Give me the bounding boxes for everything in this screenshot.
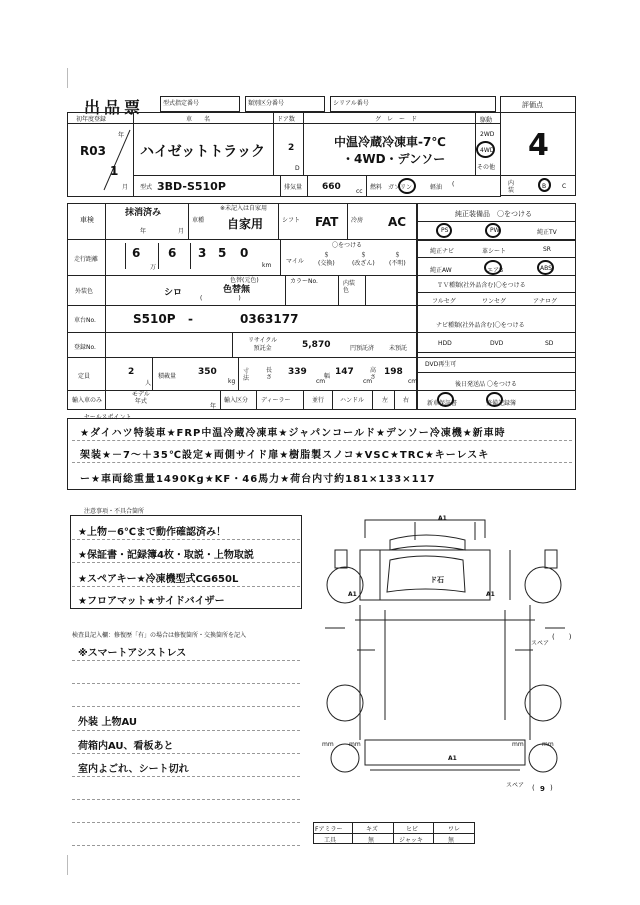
- grade-line2: ・4WD・デンソー: [342, 152, 446, 166]
- length-cm: cm: [316, 378, 326, 385]
- handle-right: 右: [403, 397, 410, 404]
- r3-v-mb3: [190, 243, 191, 269]
- mm-left-1: mm: [322, 741, 334, 748]
- interior-b-circle: [538, 178, 551, 192]
- length-label: 長 さ: [266, 367, 273, 381]
- records-circle: [486, 392, 503, 407]
- disp-value: 660: [322, 182, 341, 192]
- handle-label: ハンドル: [340, 397, 365, 404]
- width-cm: cm: [363, 378, 373, 385]
- score-interior-line: [500, 175, 576, 176]
- r3-v-mb2: [158, 243, 159, 269]
- r2-v2: [188, 203, 189, 239]
- jack-val: 無: [448, 837, 455, 844]
- r2-v3: [278, 203, 279, 239]
- parallel-label: 並行: [312, 397, 325, 404]
- equip-pw: PW: [490, 227, 500, 234]
- r6-line: [67, 357, 576, 358]
- first-reg-slash: [100, 126, 133, 194]
- insp-d8: [72, 822, 300, 823]
- recycle-unpaid: 未預託: [389, 345, 408, 352]
- equip-r3-line: [417, 257, 576, 258]
- sales-dash-2: [72, 462, 572, 463]
- circle-note: 〇をつける: [332, 242, 363, 249]
- mm-right-2: mm: [542, 741, 554, 748]
- equip-tv: 純正TV: [537, 229, 557, 236]
- r4-v4: [365, 275, 366, 305]
- r8-v2: [256, 390, 257, 410]
- tools-v1: [352, 822, 353, 844]
- left-margin-line-bottom: [67, 855, 68, 875]
- height-cm: cm: [408, 378, 418, 385]
- insp-d3: [72, 706, 300, 707]
- navi-line: [417, 332, 576, 333]
- tv-title: ＴＶ種類(社外品含む)〇をつける: [437, 282, 526, 289]
- equip-title: 純正装備品 〇をつける: [455, 210, 532, 218]
- r4-line: [67, 305, 576, 306]
- tools-mirror: Fアミラー: [315, 826, 343, 833]
- interior-b: B: [542, 183, 547, 190]
- r8-v6: [394, 390, 395, 410]
- tv-line: [417, 292, 576, 293]
- notes-label: 注意事項・不具合箇所: [84, 508, 145, 515]
- serial-label: シリアル番号: [333, 100, 369, 107]
- navi-title: ナビ種類(社外品含む)〇をつける: [436, 322, 525, 329]
- warranty-circle: [437, 392, 454, 407]
- first-reg-era: R03: [80, 144, 106, 158]
- tools-v2: [393, 822, 394, 844]
- capacity-unit: 人: [145, 380, 152, 387]
- load-unit: kg: [228, 378, 236, 385]
- first-reg-month: 1: [110, 164, 119, 178]
- spare-paren-1: ( ): [552, 633, 572, 641]
- handle-left: 左: [382, 397, 389, 404]
- r3-v-mb1: [125, 243, 126, 269]
- drive-4wd-circle: [476, 141, 495, 158]
- vehicle-damage-diagram: [305, 510, 585, 810]
- capacity-value: 2: [128, 367, 135, 377]
- length-value: 339: [288, 367, 307, 377]
- ac-label: 冷房: [351, 217, 364, 224]
- tools-scratch: キズ: [366, 826, 378, 833]
- mm-left-2: mm: [349, 741, 361, 748]
- r8-v4: [332, 390, 333, 410]
- row1-v3: [303, 112, 304, 175]
- color-no-label: カラーNo.: [290, 278, 318, 285]
- r3-v2: [280, 239, 281, 275]
- r2-v1: [105, 203, 106, 410]
- sales-line-3: ー★車両総重量1490Kg★KF・46馬力★荷台内寸約181×133×117: [80, 474, 436, 485]
- import-type-label: 輸入区分: [224, 397, 249, 404]
- dvd-play: DVD再生可: [425, 361, 457, 368]
- note-3: ★スペアキー★冷凍機型式CG650L: [78, 574, 239, 585]
- load-value: 350: [198, 367, 217, 377]
- mileage-d3: 3: [198, 246, 207, 260]
- mileage-man: 万: [150, 264, 157, 271]
- usage-label: 車種: [192, 217, 205, 224]
- insp-d1: [72, 660, 300, 661]
- equip-leather: 革シート: [482, 248, 507, 255]
- usage-note: ※未記入は自家用: [220, 205, 268, 212]
- model-cert-box: [160, 96, 240, 112]
- r2-v4: [347, 203, 348, 239]
- model-label: 型式: [140, 184, 153, 191]
- r8-v3: [303, 390, 304, 410]
- mileage-d4: 5: [218, 246, 227, 260]
- inspector-ext: 外装 上物AU: [78, 717, 138, 728]
- score-label: 評価点: [522, 101, 543, 109]
- grade-line1: 中温冷蔵冷凍車-7℃: [334, 135, 446, 149]
- shift-value: FAT: [315, 215, 339, 229]
- r6-v1: [232, 332, 233, 357]
- inspector-interior: 室内よごれ、シート切れ: [78, 764, 189, 775]
- tools-val: 無: [368, 837, 375, 844]
- spare-paren-close: ): [550, 784, 553, 792]
- load-label: 積載量: [158, 373, 177, 380]
- note-1: ★上物－6℃まで動作確認済み！: [78, 527, 227, 538]
- replace-label: ＄ (交換): [318, 252, 335, 267]
- row1-v7: [366, 175, 367, 197]
- dim-label: 寸 法: [243, 368, 250, 382]
- class-no-box: [245, 96, 325, 112]
- sales-dash-1: [72, 440, 572, 441]
- docs-top-line: [417, 372, 576, 373]
- equip-airbag-circle: [484, 260, 502, 275]
- equip-r2-line: [417, 240, 576, 241]
- note-dash-1: [72, 539, 300, 540]
- insp-d9: [72, 845, 300, 846]
- frame-label: 車台No.: [74, 317, 96, 324]
- score-value: 4: [528, 128, 549, 163]
- docs-title: 後日発送品 〇をつける: [455, 381, 517, 388]
- mile-label: マイル: [286, 258, 304, 265]
- month-suffix: 月: [122, 184, 129, 191]
- fuel-label: 燃料: [370, 184, 383, 191]
- usage-value: 自家用: [227, 217, 264, 231]
- row1-v1: [133, 112, 134, 197]
- r8-v5: [372, 390, 373, 410]
- diagram-a1-bottom: A1: [448, 755, 457, 762]
- shaken-month: 月: [178, 228, 185, 235]
- inspector-smart: ※スマートアシストレス: [78, 648, 187, 659]
- r4-v2: [285, 275, 286, 305]
- tools-dent: ワレ: [448, 826, 461, 833]
- r8-v1: [220, 390, 221, 410]
- doors-suffix: D: [295, 165, 300, 172]
- car-name-label: 車 名: [186, 116, 211, 123]
- inspector-bed: 荷箱内AU、看板あと: [78, 741, 174, 752]
- r4-v3: [338, 275, 339, 305]
- fuel-gas: ガソリン: [388, 184, 413, 191]
- row1-v5: [280, 175, 281, 197]
- car-name: ハイゼットトラック: [140, 144, 266, 160]
- mileage-d2: 6: [168, 246, 177, 260]
- ac-value: AC: [388, 215, 407, 229]
- interior-c: C: [562, 183, 567, 190]
- fuel-paren: (: [452, 181, 455, 188]
- color-orig-label: 色替(元色): [230, 277, 259, 284]
- r3-line: [67, 275, 576, 276]
- diagram-a1-right: A1: [486, 591, 495, 598]
- equip-navi: 純正ナビ: [430, 248, 455, 255]
- shaken-year: 年: [140, 228, 147, 235]
- drive-2wd: 2WD: [480, 131, 495, 138]
- tv-analog: アナログ: [533, 298, 558, 305]
- tools-mid: [313, 833, 475, 834]
- spare-paren-open: (: [532, 784, 535, 792]
- note-dash-2: [72, 562, 300, 563]
- diagram-a1-top: A1: [438, 515, 447, 522]
- class-no-label: 類別区分番号: [248, 100, 285, 107]
- sales-label: セールスポイント: [84, 414, 132, 421]
- new-warranty: 新車保証書: [427, 400, 458, 407]
- equip-abs-circle: [537, 260, 554, 275]
- diagram-a1-left: A1: [348, 591, 357, 598]
- recycle-label: リサイクル 預託金: [248, 337, 278, 352]
- insp-d5: [72, 753, 300, 754]
- color-value: シロ: [164, 288, 183, 298]
- equip-ps-circle: [436, 223, 452, 238]
- row1-v6: [307, 175, 308, 197]
- tamper-label: ＄ (改ざん): [352, 252, 375, 267]
- tv-oneseg: ワンセグ: [482, 298, 507, 305]
- navi-hdd: HDD: [438, 340, 452, 347]
- shaken-value: 抹消済み: [125, 208, 162, 218]
- recycle-value: 5,870: [302, 340, 331, 350]
- sales-line-1: ★ダイハツ特装車★FRP中温冷蔵冷凍車★ジャパンコールド★デンソー冷凍機★新車時: [80, 428, 506, 439]
- color-change: 色替無: [223, 285, 251, 295]
- note-dash-3: [72, 586, 300, 587]
- dvd-line: [417, 352, 576, 353]
- spare-value: 9: [540, 785, 545, 793]
- equip-abs: ABS: [540, 265, 552, 272]
- interior-color-label: 内装 色: [343, 280, 356, 294]
- note-4: ★フロアマット★サイドバイザー: [78, 596, 225, 607]
- height-value: 198: [384, 367, 403, 377]
- interior-label: 内装: [508, 180, 515, 194]
- fuel-gas-circle: [398, 178, 416, 194]
- height-label: 高 さ: [370, 367, 377, 381]
- frame-no: 0363177: [240, 312, 299, 326]
- diagram-dent: ド石: [430, 576, 444, 584]
- model-cert-label: 型式指定番号: [163, 100, 200, 107]
- shaken-label: 車検: [80, 216, 94, 224]
- tools-label: 工具: [324, 837, 337, 844]
- note-2: ★保証書・記録簿4枚・取説・上物取説: [78, 550, 254, 561]
- capacity-label: 定員: [78, 373, 91, 380]
- r7-v1: [152, 357, 153, 390]
- disp-unit: cc: [356, 188, 363, 195]
- equip-pw-circle: [485, 223, 501, 238]
- left-margin-line: [67, 68, 68, 88]
- model-year-label: モデル 年式: [132, 391, 150, 405]
- frame-model: S510P: [133, 312, 176, 326]
- jack-label: ジャッキ: [399, 837, 423, 844]
- dealer-label: ディーラー: [261, 397, 291, 404]
- color-label: 外装色: [75, 288, 94, 295]
- equip-sr: SR: [543, 246, 551, 253]
- reg-label: 登録No.: [74, 344, 96, 351]
- page-title: 出品票: [84, 98, 145, 117]
- shift-label: シフト: [282, 217, 301, 224]
- drive-4wd: 4WD: [480, 147, 495, 154]
- tools-crack: ヒビ: [406, 826, 419, 833]
- unknown-label: ＄ (不明): [389, 252, 406, 267]
- equip-title-line: [417, 221, 576, 222]
- navi-dvd: DVD: [490, 340, 504, 347]
- row1-v4: [475, 112, 476, 175]
- model-year-suffix: 年: [210, 403, 217, 410]
- mm-right-1: mm: [512, 741, 524, 748]
- insp-d4: [72, 730, 300, 731]
- serial-box: [330, 96, 496, 112]
- insp-d7: [72, 799, 300, 800]
- spare-label-1: スペア: [531, 640, 550, 647]
- drive-label: 駆動: [480, 117, 493, 124]
- doors-label: ドア数: [277, 116, 295, 123]
- score-divider: [500, 112, 576, 113]
- mileage-d5: 0: [240, 246, 249, 260]
- insp-d2: [72, 683, 300, 684]
- mileage-km: km: [262, 262, 272, 269]
- year-suffix: 年: [118, 132, 125, 139]
- mileage-d1: 6: [132, 246, 141, 260]
- width-label: 幅: [324, 373, 331, 380]
- model-value: 3BD-S510P: [157, 180, 226, 193]
- color-paren: ( ): [200, 295, 241, 302]
- recycle-unit: 円預託済: [350, 345, 375, 352]
- disp-label: 排気量: [284, 184, 303, 191]
- frame-dash: -: [188, 312, 193, 326]
- first-reg-label: 初年度登録: [76, 116, 107, 123]
- row1-model-line: [133, 175, 501, 176]
- fuel-diesel: 軽油: [430, 184, 443, 191]
- equip-airbag: エアB: [487, 267, 504, 274]
- records: 整備記録簿: [486, 400, 517, 407]
- navi-sd: SD: [545, 340, 554, 347]
- mileage-label: 走行距離: [74, 256, 99, 263]
- grade-header: グ レ ー ド: [375, 116, 418, 123]
- sales-line-2: 架装★－7～＋35℃設定★両側サイド扉★樹脂製スノコ★VSC★TRC★キーレスキ: [80, 450, 490, 461]
- import-label: 輸入車のみ: [72, 397, 103, 404]
- row1-v2: [273, 112, 274, 175]
- width-value: 147: [335, 367, 354, 377]
- doors-value: 2: [288, 143, 295, 153]
- equip-ps: PS: [441, 227, 449, 234]
- insp-d6: [72, 776, 300, 777]
- inspector-label: 検査員記入欄：修復歴「有」の場合は修復箇所・交換箇所を記入: [72, 632, 247, 639]
- tv-fullseg: フルセグ: [432, 298, 456, 305]
- tools-v3: [433, 822, 434, 844]
- drive-other: その他: [477, 164, 496, 171]
- equip-aw: 純正AW: [430, 267, 452, 274]
- spare-label-2: スペア: [506, 782, 525, 789]
- r7-v2: [238, 357, 239, 390]
